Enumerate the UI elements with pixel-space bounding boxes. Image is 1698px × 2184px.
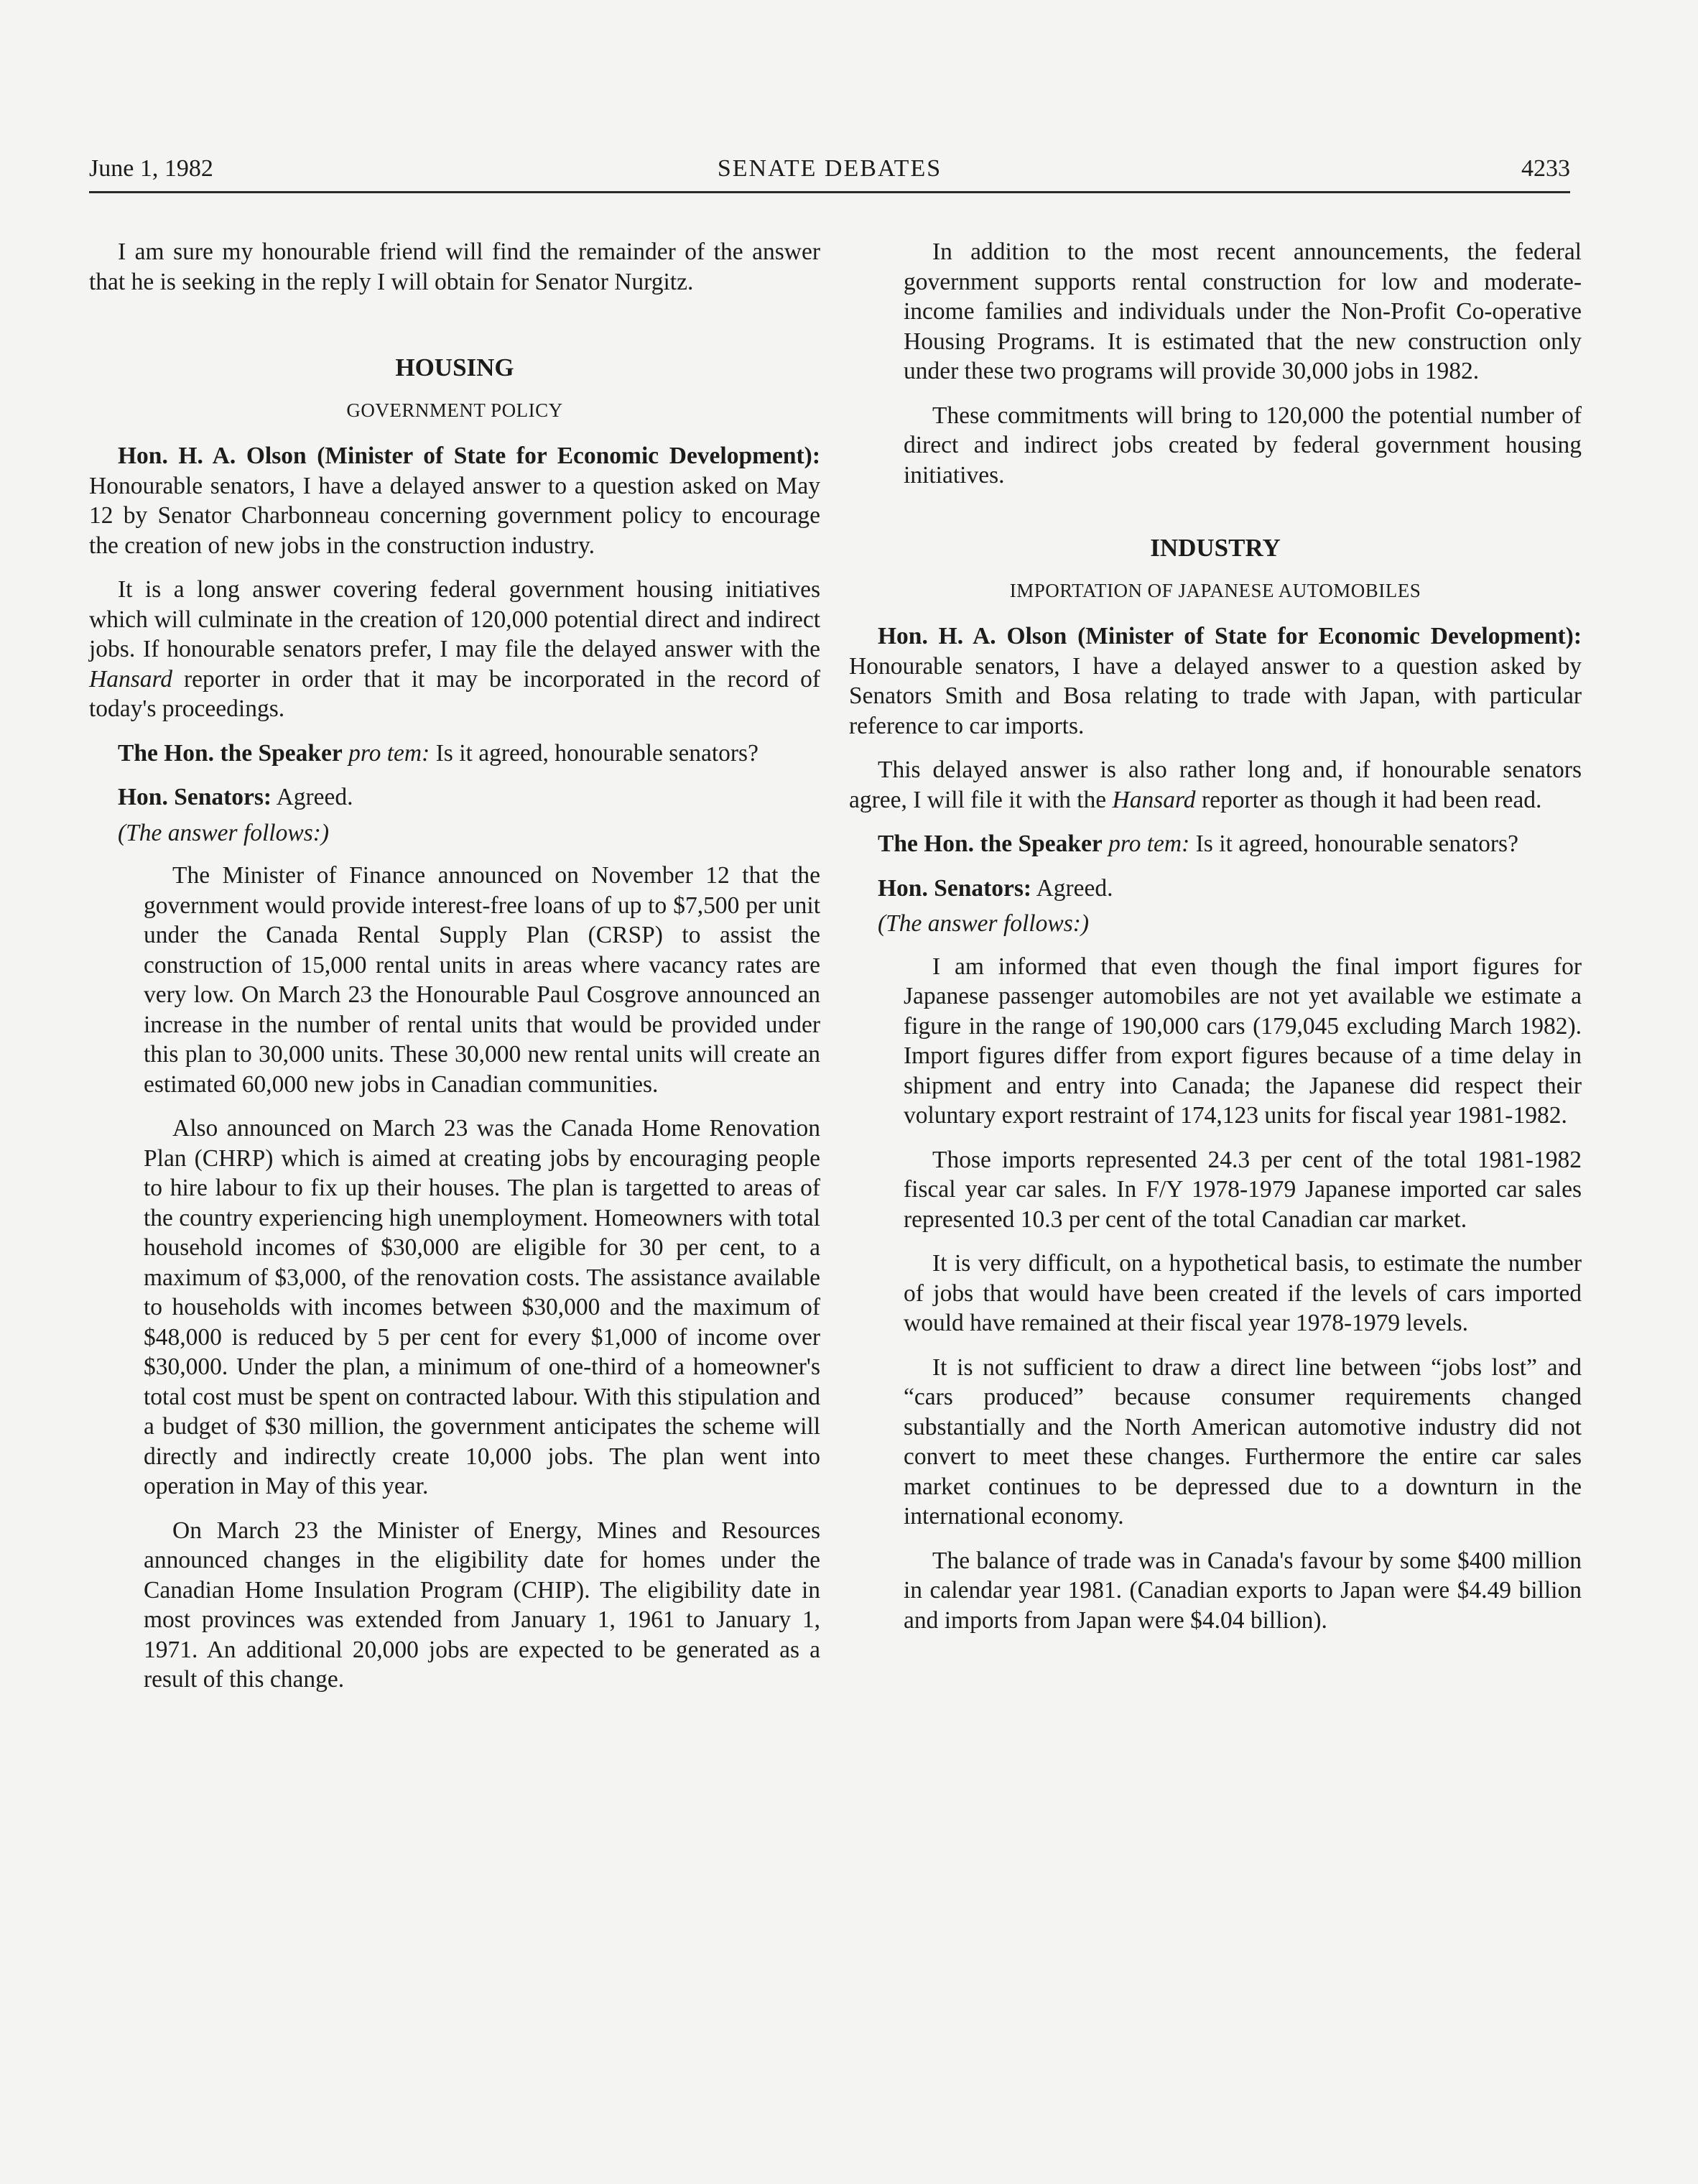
speaker-name: The Hon. the Speaker (878, 830, 1103, 857)
paragraph-text: reporter in order that it may be incorporated in the record of today's proceedings. (89, 665, 820, 722)
subheading-japanese-automobiles: IMPORTATION OF JAPANESE AUTOMOBILES (1009, 579, 1421, 601)
answer-paragraph: It is very difficult, on a hypothetical basis, to estimate the number of jobs that would have been created if the levels of cars imported would have remained at their fiscal year 1978-1979 levels. (904, 1250, 1582, 1336)
speaker-name: Hon. Senators: (118, 784, 272, 810)
senators-reply (849, 874, 1582, 904)
answer-follows (849, 909, 1582, 939)
speaker-name: Hon. H. A. Olson (Minister of State for Economic Development): (118, 443, 820, 469)
delayed-answer-paragraph (849, 755, 1582, 815)
speaker-name: Hon. H. A. Olson (Minister of State for Economic Development): (878, 623, 1582, 649)
hansard-italic: Hansard (1112, 786, 1196, 813)
paragraph-text: reporter as though it had been read. (1201, 786, 1542, 813)
left-column (89, 237, 820, 1709)
subheading-government-policy: GOVERNMENT POLICY (346, 399, 563, 421)
olson-statement (89, 441, 820, 560)
speaker-question (89, 739, 820, 769)
answer-paragraph: I am informed that even though the final import figures for Japanese passenger automobiles are not yet available we estimate a figure in the range of 190,000 cars (179,045 excluding March 1982). Import figures differ from export figures because of a time delay in shipment and entry into Canada; the Japanese did respect their voluntary export restraint of 174,123 units for fiscal year 1981-1982. (904, 953, 1582, 1129)
pro-tem-italic: pro tem: (1108, 830, 1190, 857)
answer-follows-text: (The answer follows:) (878, 910, 1090, 937)
intro-paragraph: I am sure my honourable friend will find the remainder of the answer that he is seeking in the reply I will obtain for Senator Nurgitz. (89, 239, 820, 295)
section-heading-industry: INDUSTRY (1150, 534, 1281, 562)
right-column (849, 237, 1582, 1649)
answer-paragraph: On March 23 the Minister of Energy, Mines and Resources announced changes in the eligibility date for homes under the Canadian Home Insulation Program (CHIP). The eligibility date in most provinces was extended from January 1, 1961 to January 1, 1971. An additional 20,000 jobs are expected to be generated as a result of this change. (144, 1517, 820, 1693)
page-header (89, 151, 1570, 193)
answer-paragraph: It is not sufficient to draw a direct line between “jobs lost” and “cars produced” because consumer requirements changed substantially and the North American automotive industry did not convert to meet these changes. Furthermore the entire car sales market continues to be depressed due to a downturn in the international economy. (904, 1354, 1582, 1530)
statement-text: Agreed. (1036, 874, 1113, 902)
paragraph-text: This delayed answer is also rather long and, if honourable senators agree, I will file it with the (849, 756, 1582, 813)
answer-follows-text: (The answer follows:) (118, 819, 330, 846)
answer-paragraph: Those imports represented 24.3 per cent of the total 1981-1982 fiscal year car sales. In F/Y 1978-1979 Japanese imported car sales represented 10.3 per cent of the total Canadian car market. (904, 1146, 1582, 1233)
senators-reply (89, 782, 820, 813)
statement-text: Honourable senators, I have a delayed answer to a question asked on May 12 by Senator Charbonneau concerning government policy to encourage the creation of new jobs in the construction industry. (89, 472, 820, 559)
hansard-italic: Hansard (89, 665, 173, 693)
speaker-question (849, 829, 1582, 859)
answer-follows (89, 818, 820, 848)
long-answer-paragraph (89, 575, 820, 724)
statement-text: Honourable senators, I have a delayed answer to a question asked by Senators Smith and Bosa relating to trade with Japan, with particular reference to car imports. (849, 652, 1582, 739)
pro-tem-italic: pro tem: (348, 739, 430, 767)
olson-statement (849, 621, 1582, 741)
header-page-number: 4233 (1521, 155, 1570, 182)
header-date: June 1, 1982 (89, 155, 213, 182)
answer-paragraph: These commitments will bring to 120,000 the potential number of direct and indirect jobs created by federal government housing initiatives. (904, 402, 1582, 489)
answer-paragraph: Also announced on March 23 was the Canada Home Renovation Plan (CHRP) which is aimed at creating jobs by encouraging people to hire labour to fix up their houses. The plan is targetted to areas of the country experiencing high unemployment. Homeowners with total household incomes of $30,000 are eligible for 30 per cent, to a maximum of $3,000, of the renovation costs. The assistance available to households with incomes between $30,000 and the maximum of $48,000 is reduced by 5 per cent for every $1,000 of income over $30,000. Under the plan, a minimum of one-third of a homeowner's total cost must be spent on contracted labour. With this stipulation and a budget of $30 million, the government anticipates the scheme will directly and indirectly create 10,000 jobs. The plan went into operation in May of this year. (144, 1115, 820, 1499)
statement-text: Is it agreed, honourable senators? (1195, 830, 1518, 857)
speaker-name: Hon. Senators: (878, 874, 1032, 902)
speaker-name: The Hon. the Speaker (118, 739, 343, 767)
section-heading-housing: HOUSING (395, 353, 514, 381)
answer-paragraph: The balance of trade was in Canada's favour by some $400 million in calendar year 1981. (Canadian exports to Japan were $4.49 billion and imports from Japan were $4.04 billion). (904, 1547, 1582, 1634)
statement-text: Agreed. (276, 784, 353, 810)
statement-text: Is it agreed, honourable senators? (435, 739, 758, 767)
paragraph-text: It is a long answer covering federal government housing initiatives which will culminate in the creation of 120,000 potential direct and indirect jobs. If honourable senators prefer, I may file the delayed answer with the (89, 576, 820, 662)
answer-paragraph: The Minister of Finance announced on November 12 that the government would provide interest-free loans of up to $7,500 per unit under the Canada Rental Supply Plan (CRSP) to assist the construction of 15,000 rental units in areas where vacancy rates are very low. On March 23 the Honourable Paul Cosgrove announced an increase in the number of rental units that would be provided under this plan to 30,000 units. These 30,000 new rental units will create an estimated 60,000 new jobs in Canadian communities. (144, 862, 820, 1098)
header-title: SENATE DEBATES (717, 155, 942, 182)
answer-paragraph: In addition to the most recent announcements, the federal government supports rental construction for low and moderate-income families and individuals under the Non-Profit Co-operative Housing Programs. It is estimated that the new construction only under these two programs will provide 30,000 jobs in 1982. (904, 239, 1582, 384)
